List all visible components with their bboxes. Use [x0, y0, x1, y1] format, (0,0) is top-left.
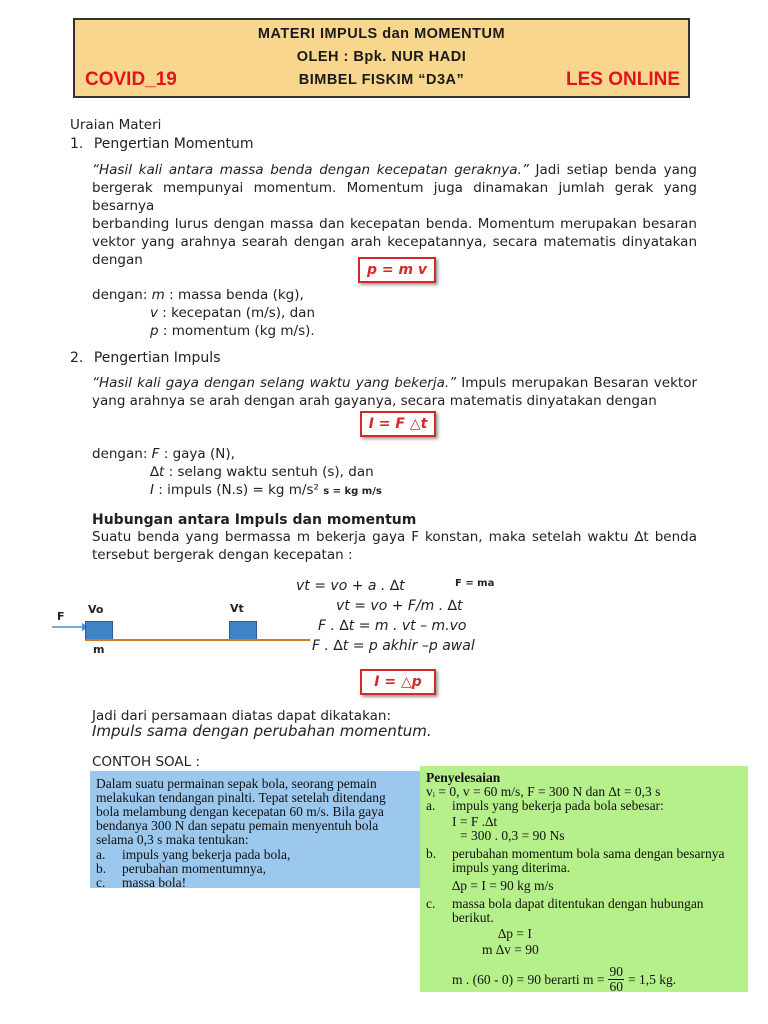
ground-line: [85, 639, 310, 641]
section1-number: 1.: [70, 136, 84, 152]
header-org: BIMBEL FISKIM “D3A”: [298, 72, 465, 88]
force-arrow-icon: [50, 622, 90, 632]
section1-paragraph: “Hasil kali antara massa benda dengan kecepatan geraknya.” Jadi setiap benda yang bergerak mempunyai momentum. Momentum juga dinamakan jumlah gerak yang besarnya berbanding lurus dengan massa dan kecepatan benda. Momentum merupakan besaran vektor yang arahnya searah dengan arah kecepatannya, secara matematis dinyatakan dengan: [92, 162, 698, 268]
equation-3: F . ∆t = m . vt – m.vo: [318, 618, 467, 634]
header-online-badge: LES ONLINE: [565, 69, 680, 90]
vt-label: Vt: [230, 602, 244, 615]
section1-definitions: dengan: m : massa benda (kg), v : kecepatan (m/s), dan p : momentum (kg m/s).: [92, 287, 316, 339]
conclusion-line-1: Jadi dari persamaan diatas dapat dikatakan:: [92, 708, 392, 724]
section2-definitions: dengan: F : gaya (N), ∆t : selang waktu sentuh (s), dan I : impuls (N.s) = kg m/s² s = kg m/s: [92, 446, 382, 498]
example-title: CONTOH SOAL :: [92, 754, 201, 770]
equation-4: F . ∆t = p akhir –p awal: [312, 638, 475, 654]
header-banner: [73, 18, 690, 98]
equation-1: vt = vo + a . ∆t: [296, 578, 405, 594]
section1-title: Pengertian Momentum: [93, 136, 254, 152]
section1-heading: [70, 136, 254, 152]
conclusion-line-2: Impuls sama dengan perubahan momentum.: [92, 722, 432, 740]
solution-box: Penyelesaian vᵢ = 0, v = 60 m/s, F = 300 N dan ∆t = 0,3 s a. impuls yang bekerja pada bola sebesar: I = F .∆t = 300 . 0,3 = 90 Ns b. perubahan momentum bola sama dengan besarnya impuls yang diterima. ∆p = I = 90 kg m/s c. massa bola dapat ditentukan dengan hubungan berikut. ∆p = I m ∆v = 90 m . (60 - 0) = 90 berarti m = $\frac{90}{60}$ = 1,5 kg.: [420, 766, 748, 992]
block-initial: [85, 621, 113, 640]
section2-title: Pengertian Impuls: [93, 350, 221, 366]
solution-title: Penyelesaian: [426, 770, 501, 785]
section2-paragraph: “Hasil kali gaya dengan selang waktu yang bekerja.” Impuls merupakan Besaran vektor yang arahnya se arah dengan arah gayanya, secara matematis dinyatakan dengan: [92, 375, 697, 409]
section2-heading: 2. Pengertian Impuls: [70, 350, 221, 366]
section2-quote: “Hasil kali gaya dengan selang waktu yang bekerja.”: [92, 375, 457, 391]
problem-box: Dalam suatu permainan sepak bola, seorang pemain melakukan tendangan pinalti. Tepat setelah ditendang bola melambung dengan kecepatan 60 m/s. Bila gaya bendanya 300 N dan sepatu pemain menyentuh bola selama 0,3 s maka tentukan: a. impuls yang bekerja pada bola, b. perubahan momentumnya, c. massa bola!: [90, 771, 420, 888]
header-covid-badge: COVID_19: [85, 69, 177, 90]
block-final: [229, 621, 257, 640]
header-author: OLEH : Bpk. NUR HADI: [296, 49, 467, 65]
section1-quote: “Hasil kali antara massa benda dengan kecepatan geraknya.”: [92, 162, 529, 178]
relation-paragraph: Suatu benda yang bermassa m bekerja gaya F konstan, maka setelah waktu ∆t benda tersebut bergerak dengan kecepatan :: [92, 529, 697, 563]
equation-1-note: F = ma: [455, 578, 495, 589]
section-intro-title: Uraian Materi: [70, 117, 162, 133]
momentum-formula-box: p = m v: [358, 257, 436, 283]
header-title: MATERI IMPULS dan MOMENTUM: [257, 26, 506, 42]
force-label: F: [57, 610, 65, 623]
mass-label: m: [93, 643, 105, 656]
impulse-momentum-formula-box: I = △p: [360, 669, 436, 695]
relation-title: Hubungan antara Impuls dan momentum: [92, 512, 417, 528]
equation-2: vt = vo + F/m . ∆t: [336, 598, 463, 614]
vo-label: Vo: [88, 603, 104, 616]
impulse-formula-box: I = F △t: [360, 411, 436, 437]
